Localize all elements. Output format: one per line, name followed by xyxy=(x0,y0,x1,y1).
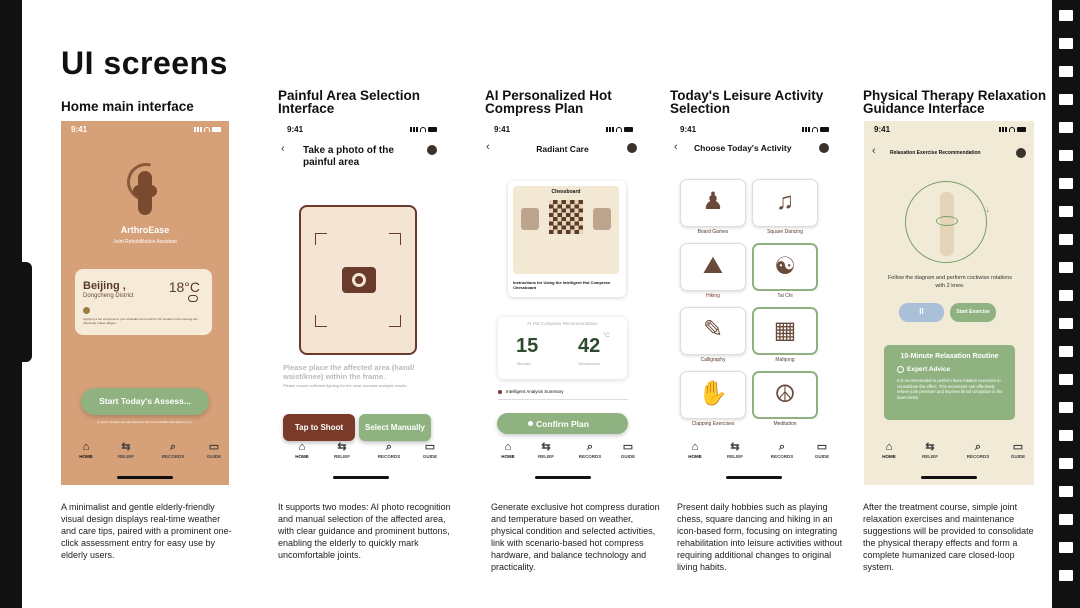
hiking-icon: ⛰ xyxy=(702,252,724,279)
tab-label: GUIDE xyxy=(206,454,222,459)
select-manually-label: Select Manually xyxy=(364,423,426,432)
minutes-value: 15 xyxy=(516,335,539,357)
arrows-icon: ⇆ xyxy=(121,441,131,453)
routine-title: 10-Minute Relaxation Routine xyxy=(900,353,999,360)
bullet-icon xyxy=(498,390,502,394)
start-assessment-button[interactable] xyxy=(81,388,209,415)
instruction-text: Please place the affected area (hand/ waist/knee) within the frame. xyxy=(283,363,415,381)
tab-records[interactable] xyxy=(374,441,404,459)
tab-label: RELIEF xyxy=(333,454,350,459)
tab-bar xyxy=(277,433,445,485)
activity-square-dancing[interactable] xyxy=(752,179,818,227)
tab-guide[interactable] xyxy=(199,441,229,459)
home-indicator xyxy=(921,476,977,479)
search-icon xyxy=(897,366,904,373)
mahjong-icon: ▦ xyxy=(773,317,797,344)
status-bar xyxy=(670,125,837,137)
tab-label: RECORDS xyxy=(966,454,990,459)
dancing-icon: ♫ xyxy=(776,188,794,215)
film-hole xyxy=(1059,374,1073,385)
activity-board-games[interactable] xyxy=(680,179,746,227)
status-time: 9:41 xyxy=(287,125,304,134)
film-hole xyxy=(1059,402,1073,413)
start-assessment-label: Start Today's Assess... xyxy=(99,396,191,406)
screen-title: Relaxation Exercise Recommendation xyxy=(890,150,981,156)
tab-label: HOME xyxy=(882,454,896,459)
tab-records[interactable] xyxy=(575,441,605,459)
advice-title: Expert Advice xyxy=(907,366,951,373)
tab-records[interactable] xyxy=(767,441,797,459)
tab-bar xyxy=(484,433,641,485)
film-hole xyxy=(1059,262,1073,273)
start-exercise-label: Start Exercise xyxy=(956,309,990,315)
app-name: ArthroEase xyxy=(120,225,170,235)
weather-city: Beijing , xyxy=(83,280,126,292)
care-tip: Applying a hot compress to your shoulders and neck for 15 minutes in the evening can effectively relieve fatigue. xyxy=(83,317,198,325)
status-time: 9:41 xyxy=(874,125,891,134)
back-chevron-icon[interactable]: ‹ xyxy=(486,141,490,153)
tab-label: RELIEF xyxy=(726,454,743,459)
film-hole xyxy=(1059,206,1073,217)
film-hole xyxy=(1059,430,1073,441)
board-image xyxy=(513,186,619,274)
weather-card[interactable] xyxy=(75,269,212,335)
status-bar xyxy=(484,125,641,137)
screen-compress-plan xyxy=(484,121,641,485)
film-hole xyxy=(1059,234,1073,245)
film-hole xyxy=(1059,458,1073,469)
wallet-icon: ▭ xyxy=(622,441,634,453)
tab-relief[interactable] xyxy=(720,441,750,459)
activity-label: Mahjong xyxy=(775,357,795,363)
film-hole xyxy=(1059,542,1073,553)
search-icon: ⌕ xyxy=(974,441,982,453)
tab-label: HOME xyxy=(295,454,309,459)
tai-chi-icon: ☯ xyxy=(774,253,796,280)
tab-label: HOME xyxy=(688,454,702,459)
screen-area-selection xyxy=(277,121,445,485)
search-icon: ⌕ xyxy=(385,441,393,453)
tab-relief[interactable] xyxy=(327,441,357,459)
pause-button[interactable] xyxy=(899,303,944,322)
tab-guide[interactable] xyxy=(613,441,641,459)
film-hole xyxy=(1059,66,1073,77)
activity-hiking[interactable] xyxy=(680,243,746,291)
home-indicator xyxy=(535,476,591,479)
tab-home[interactable] xyxy=(287,441,317,459)
avatar[interactable] xyxy=(1016,148,1026,158)
minutes-label: Minutes xyxy=(517,361,532,366)
arrows-icon: ⇆ xyxy=(337,441,347,453)
activity-label: Calligraphy xyxy=(700,357,726,363)
app-subtitle: Joint Rehabilitation Assistant xyxy=(113,239,177,245)
film-hole xyxy=(1059,318,1073,329)
tab-relief[interactable] xyxy=(111,441,141,459)
heading-relaxation: Physical Therapy Relaxation Guidance Interface xyxy=(863,88,1047,116)
film-hole xyxy=(1059,94,1073,105)
tab-guide[interactable] xyxy=(1003,441,1033,459)
activity-clapping-exercises[interactable] xyxy=(680,371,746,419)
film-hole xyxy=(1059,346,1073,357)
app-logo xyxy=(121,163,169,219)
hand-icon xyxy=(593,208,611,230)
tab-relief[interactable] xyxy=(531,441,561,459)
page-title: UI screens xyxy=(61,45,228,81)
activity-label: Meditation xyxy=(773,421,797,427)
home-icon: ⌂ xyxy=(691,441,699,453)
cloud-icon xyxy=(188,295,198,302)
start-exercise-button[interactable] xyxy=(950,303,996,322)
tab-label: RELIEF xyxy=(921,454,938,459)
home-indicator xyxy=(726,476,782,479)
home-indicator xyxy=(333,476,389,479)
camera-frame[interactable] xyxy=(299,205,417,355)
tab-records[interactable] xyxy=(158,441,188,459)
weather-district: Dongcheng District xyxy=(83,293,134,299)
screen-title: Choose Today's Activity xyxy=(694,143,792,153)
description-area-selection: It supports two modes: AI photo recognition and manual selection of the affected area, with clear guidance and prominent buttons, enabling the elderly to quickly mark uncomfortable joints. xyxy=(278,502,451,560)
tab-label: GUIDE xyxy=(620,454,636,459)
wallet-icon: ▭ xyxy=(424,441,436,453)
recommendation-title: AI Hot Compress Recommendation xyxy=(527,321,598,326)
status-time: 9:41 xyxy=(71,125,88,134)
cta-note: In just 2 minutes, we will customize the most suitable relief plan for you. xyxy=(97,420,193,424)
film-hole xyxy=(1059,122,1073,133)
tab-home[interactable] xyxy=(680,441,710,459)
confirm-plan-button[interactable] xyxy=(497,413,628,434)
status-bar xyxy=(61,125,229,137)
heading-home: Home main interface xyxy=(61,99,194,114)
tab-label: RECORDS xyxy=(161,454,185,459)
left-notch xyxy=(14,262,32,362)
activity-tai-chi[interactable] xyxy=(752,243,818,291)
clapping-icon: ✋ xyxy=(698,380,728,407)
tab-label: RELIEF xyxy=(537,454,554,459)
temperature-label: Temperature xyxy=(578,361,601,366)
avatar[interactable] xyxy=(427,145,437,155)
chessboard-card[interactable] xyxy=(508,181,626,297)
activity-label: Square Dancing xyxy=(767,229,803,235)
recommendation-card xyxy=(498,317,627,379)
board-games-icon: ♟ xyxy=(702,188,724,215)
confirm-plan-label: Confirm Plan xyxy=(536,419,589,429)
tab-label: HOME xyxy=(79,454,93,459)
pause-icon: II xyxy=(919,307,924,316)
film-strip xyxy=(1052,0,1080,608)
tab-label: RECORDS xyxy=(770,454,794,459)
arrows-icon: ⇆ xyxy=(730,441,740,453)
status-bar xyxy=(864,125,1034,137)
tab-home[interactable] xyxy=(493,441,523,459)
home-icon: ⌂ xyxy=(298,441,306,453)
description-compress-plan: Generate exclusive hot compress duration and temperature based on weather, physical condition and selected activities, link with scenario-based hot compress hardware, and balance technology and practicality. xyxy=(491,502,660,572)
tab-bar xyxy=(61,433,229,485)
activity-label: Tai Chi xyxy=(777,293,793,299)
advice-text: It is recommended to perform knee rotation exercises to consolidate the effect. This movement can effectively relieve joint pressure and improve blood circulation in the lower limbs. xyxy=(897,378,1003,400)
search-icon: ⌕ xyxy=(586,441,594,453)
wallet-icon: ▭ xyxy=(1012,441,1024,453)
knee-rotation-diagram xyxy=(905,181,990,263)
avatar[interactable] xyxy=(819,143,829,153)
film-hole xyxy=(1059,290,1073,301)
back-chevron-icon[interactable]: ‹ xyxy=(281,143,285,155)
temperature-unit: °C xyxy=(603,333,610,339)
description-home: A minimalist and gentle elderly-friendly visual design displays real-time weather and care tips, paired with a prominent one-click assessment entry for easy use by elderly users. xyxy=(61,502,232,560)
tab-guide[interactable] xyxy=(415,441,445,459)
status-bar xyxy=(277,125,445,137)
tip-icon xyxy=(83,307,90,314)
board-title: Chessboard xyxy=(551,189,581,195)
board-caption: Instructions for Using the Intelligent Hot Compress Chessboard xyxy=(513,280,611,290)
search-icon: ⌕ xyxy=(778,441,786,453)
arrows-icon: ⇆ xyxy=(541,441,551,453)
tab-label: HOME xyxy=(501,454,515,459)
hand-icon xyxy=(521,208,539,230)
home-icon: ⌂ xyxy=(82,441,90,453)
tab-records[interactable] xyxy=(963,441,993,459)
activity-mahjong[interactable] xyxy=(752,307,818,355)
back-chevron-icon[interactable]: ‹ xyxy=(872,145,876,157)
tab-guide[interactable] xyxy=(807,441,837,459)
home-icon: ⌂ xyxy=(504,441,512,453)
screen-title: Take a photo of the painful area xyxy=(303,145,394,168)
camera-icon xyxy=(342,267,376,293)
search-icon: ⌕ xyxy=(169,441,177,453)
screen-home xyxy=(61,121,229,485)
calligraphy-icon: ✎ xyxy=(702,316,724,343)
heading-compress-plan: AI Personalized Hot Compress Plan xyxy=(485,88,612,116)
home-icon: ⌂ xyxy=(885,441,893,453)
description-activity-selection: Present daily hobbies such as playing chess, square dancing and hiking in an icon-based form, focusing on integrating rehabilitation into leisure activities without requiring additional changes to original living habits. xyxy=(677,502,843,572)
activity-meditation[interactable] xyxy=(752,371,818,419)
film-hole xyxy=(1059,38,1073,49)
screen-relaxation xyxy=(864,121,1034,485)
film-hole xyxy=(1059,570,1073,581)
film-hole xyxy=(1059,150,1073,161)
hint-text: Please ensure sufficient lighting for the most accurate analysis results. xyxy=(283,383,408,388)
tab-bar xyxy=(864,433,1034,485)
activity-label: Clapping Exercises xyxy=(691,421,735,427)
heading-activity-selection: Today's Leisure Activity Selection xyxy=(670,88,824,116)
wallet-icon: ▭ xyxy=(816,441,828,453)
activity-label: Hiking xyxy=(706,293,720,299)
tap-to-shoot-label: Tap to Shoot xyxy=(294,423,344,432)
tab-label: RELIEF xyxy=(117,454,134,459)
summary-row[interactable] xyxy=(498,387,628,397)
description-relaxation: After the treatment course, simple joint relaxation exercises and maintenance suggestions will be provided to consolidate the physical therapy effects and form a complete humanized care closed-loop system. xyxy=(863,502,1034,572)
summary-label: Intelligent Analysis Summary xyxy=(506,389,564,394)
tab-label: GUIDE xyxy=(1010,454,1026,459)
tab-label: GUIDE xyxy=(422,454,438,459)
film-hole xyxy=(1059,514,1073,525)
temperature-value: 42 xyxy=(578,335,601,357)
activity-label: Board Games xyxy=(697,229,729,235)
screen-title: Radiant Care xyxy=(536,144,589,154)
tab-bar xyxy=(670,433,837,485)
film-hole xyxy=(1059,10,1073,21)
meditation-icon: ☮ xyxy=(774,381,796,408)
arrows-icon: ⇆ xyxy=(925,441,935,453)
activity-calligraphy[interactable] xyxy=(680,307,746,355)
home-indicator xyxy=(117,476,173,479)
heading-area-selection: Painful Area Selection Interface xyxy=(278,88,421,116)
tab-home[interactable] xyxy=(874,441,904,459)
wallet-icon: ▭ xyxy=(208,441,220,453)
tab-relief[interactable] xyxy=(915,441,945,459)
exercise-instruction: Follow the diagram and perform cockwise rotations with 2 knee. xyxy=(887,275,1013,289)
arrow-icon: ↓ xyxy=(985,204,990,214)
chessboard-icon xyxy=(549,200,583,234)
status-time: 9:41 xyxy=(494,125,511,134)
tab-label: RECORDS xyxy=(578,454,602,459)
screen-activity-selection xyxy=(670,121,837,485)
tab-label: RECORDS xyxy=(377,454,401,459)
tab-home[interactable] xyxy=(71,441,101,459)
back-chevron-icon[interactable]: ‹ xyxy=(674,141,678,153)
weather-temp: 18°C xyxy=(168,279,200,295)
film-hole xyxy=(1059,178,1073,189)
tab-label: GUIDE xyxy=(814,454,830,459)
film-hole xyxy=(1059,486,1073,497)
status-time: 9:41 xyxy=(680,125,697,134)
routine-card[interactable] xyxy=(884,345,1015,420)
